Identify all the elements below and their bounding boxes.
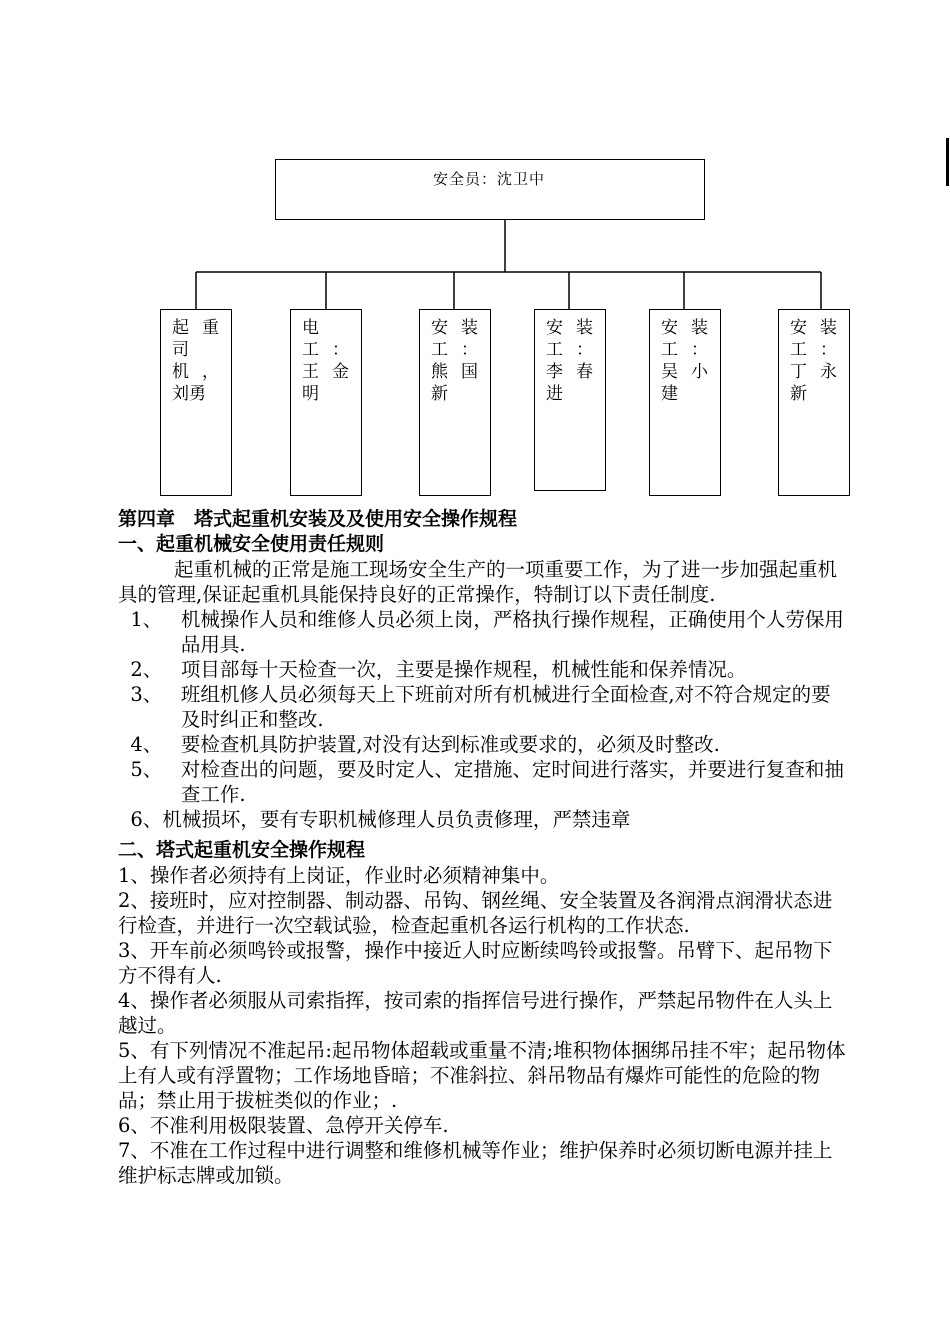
- role-char: 明: [302, 384, 319, 404]
- role-text: [431, 317, 491, 405]
- document-body: [118, 507, 848, 1188]
- role-char: 王: [302, 362, 319, 382]
- role-char: ，: [202, 362, 219, 382]
- rule-item: 6、不准利用极限装置、急停开关停车.: [118, 1114, 449, 1137]
- chapter-title: 第四章 塔式起重机安装及及使用安全操作规程: [118, 508, 518, 530]
- section-1-title: 一、起重机械安全使用责任规则: [118, 533, 385, 555]
- list-item: [118, 807, 848, 832]
- list-item: [118, 607, 848, 657]
- list-text: 对检查出的问题，要及时定人、定措施、定时间进行落实，并要进行复查和抽查工作.: [180, 758, 844, 806]
- rule-item: 1、操作者必须持有上岗证，作业时必须精神集中。: [118, 864, 560, 887]
- org-chart-top-box: [275, 159, 705, 220]
- role-char: 丁: [790, 362, 807, 382]
- rule-item: 4、操作者必须服从司索指挥，按司索的指挥信号进行操作，严禁起吊物件在人头上越过。: [118, 989, 833, 1037]
- role-char: 刘勇: [172, 384, 206, 404]
- role-char: 春: [576, 362, 593, 382]
- role-char: 安: [790, 318, 807, 338]
- role-char: 装: [820, 318, 837, 338]
- role-char: ：: [332, 340, 349, 360]
- role-char: 工: [790, 340, 807, 360]
- org-chart-role-box-installer-3: [649, 309, 721, 496]
- role-char: 工: [302, 340, 319, 360]
- list-number: 6、: [118, 808, 163, 831]
- role-char: 国: [461, 362, 478, 382]
- role-char: [461, 383, 491, 405]
- list-number: 2、: [118, 658, 181, 681]
- rule-item: 5、有下列情况不准起吊:起吊物体超载或重量不清;堆积物体捆绑吊挂不牢；起吊物体上有人或有浮置物；工作场地昏暗；不准斜拉、斜吊物品有爆炸可能性的危险的物品；禁止用于拔桩类似的作业；.: [118, 1039, 846, 1112]
- role-text: [302, 317, 362, 405]
- role-char: ：: [820, 340, 837, 360]
- role-char: 永: [820, 362, 837, 382]
- list-item: [118, 757, 848, 807]
- section-1-intro: 起重机械的正常是施工现场安全生产的一项重要工作，为了进一步加强起重机具的管理,保证起重机具能保持良好的正常操作，特制订以下责任制度.: [118, 558, 838, 606]
- role-char: 李: [546, 362, 563, 382]
- list-number: 4、: [118, 733, 181, 756]
- role-char: 建: [661, 384, 678, 404]
- section-2-title: 二、塔式起重机安全操作规程: [118, 839, 366, 861]
- role-char: [576, 383, 606, 405]
- list-text: 机械操作人员和维修人员必须上岗，严格执行操作规程，正确使用个人劳保用品用具.: [180, 608, 844, 656]
- role-text: [661, 317, 721, 405]
- role-char: 新: [431, 384, 448, 404]
- role-char: 安: [546, 318, 563, 338]
- role-char: 新: [790, 384, 807, 404]
- list-text: 项目部每十天检查一次，主要是操作规程，机械性能和保养情况。: [180, 658, 747, 681]
- org-chart-role-box-installer-4: [778, 309, 850, 496]
- list-item: [118, 657, 848, 682]
- role-text: [546, 317, 606, 405]
- role-char: [820, 383, 850, 405]
- role-text: [790, 317, 850, 405]
- role-char: 装: [691, 318, 708, 338]
- role-char: 装: [576, 318, 593, 338]
- role-char: ：: [461, 340, 478, 360]
- org-chart-role-box-installer-1: [419, 309, 491, 496]
- role-char: 安: [431, 318, 448, 338]
- rule-item: 3、开车前必须鸣铃或报警，操作中接近人时应断续鸣铃或报警。吊臂下、起吊物下方不得有人.: [118, 939, 833, 987]
- role-text: [172, 317, 232, 405]
- role-char: 吴: [661, 362, 678, 382]
- list-item: [118, 732, 848, 757]
- role-char: [202, 383, 232, 405]
- role-char: 工: [546, 340, 563, 360]
- role-char: ：: [576, 340, 593, 360]
- org-chart-role-box-electrician: [290, 309, 362, 496]
- list-number: 1、: [118, 608, 181, 631]
- role-char: 熊: [431, 362, 448, 382]
- list-text: 要检查机具防护装置,对没有达到标准或要求的，必须及时整改.: [180, 733, 720, 756]
- role-char: 起: [172, 318, 189, 338]
- role-char: 金: [332, 362, 349, 382]
- list-number: 3、: [118, 683, 181, 706]
- role-char: 电: [302, 318, 319, 338]
- role-char: 司: [172, 340, 189, 360]
- role-char: 进: [546, 384, 563, 404]
- role-char: 机: [172, 362, 189, 382]
- role-char: 装: [461, 318, 478, 338]
- role-char: 重: [202, 318, 219, 338]
- role-char: [332, 383, 362, 405]
- role-char: 工: [661, 340, 678, 360]
- role-char: ：: [691, 340, 708, 360]
- org-chart-role-box-crane-driver: [160, 309, 232, 496]
- rule-item: 2、接班时，应对控制器、制动器、吊钩、钢丝绳、安全装置及各润滑点润滑状态进行检查，并进行一次空载试验，检查起重机各运行机构的工作状态.: [118, 889, 833, 937]
- role-char: 工: [431, 340, 448, 360]
- role-char: [691, 383, 721, 405]
- role-char: [202, 339, 232, 361]
- safety-officer-label: 安全员：沈卫中: [433, 170, 546, 188]
- org-chart-role-box-installer-2: [534, 309, 606, 491]
- rule-item: 7、不准在工作过程中进行调整和维修机械等作业；维护保养时必须切断电源并挂上维护标志牌或加锁。: [118, 1139, 833, 1187]
- list-item: [118, 682, 848, 732]
- list-number: 5、: [118, 758, 181, 781]
- list-text: 机械损坏，要有专职机械修理人员负责修理，严禁违章: [162, 808, 631, 831]
- list-text: 班组机修人员必须每天上下班前对所有机械进行全面检查,对不符合规定的要及时纠正和整改.: [180, 683, 831, 731]
- role-char: [332, 317, 362, 339]
- role-char: 安: [661, 318, 678, 338]
- role-char: 小: [691, 362, 708, 382]
